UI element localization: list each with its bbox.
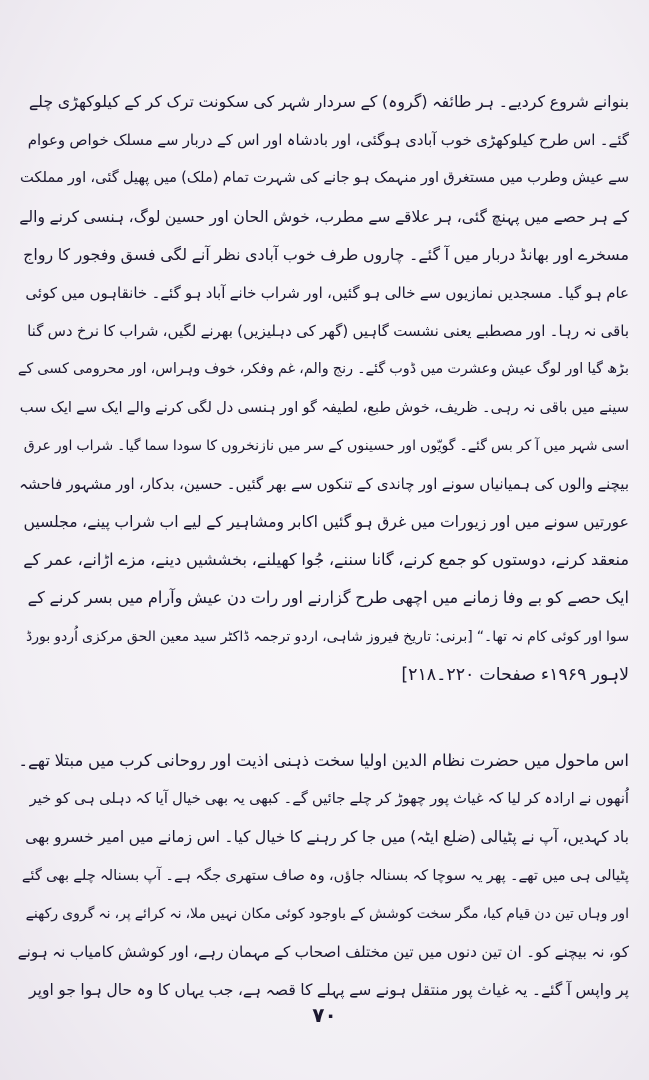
text-line: بڑھ گیا اور لوگ عیش وعشرت میں ڈوب گئے۔ رنج والم، غم وفکر، خوف وہراس، اور محرومی کسی کے xyxy=(18,361,629,378)
text-line: گئے۔ اس طرح کیلوکھڑی خوب آبادی ہوگئی، اور بادشاہ اور اس کے دربار سے مسلک خواص وعوام xyxy=(27,131,629,150)
text-line: مسخرے اور بھانڈ دربار میں آ گئے۔ چاروں طرف خوب آبادی نظر آنے لگی فسق وفجور کا رواج xyxy=(23,244,629,264)
text-line: باقی نہ رہا۔ اور مصطبے یعنی نشست گاہیں (گھر کی دہلیزیں) بھرنے لگیں، شراب کا نرخ دس گنا xyxy=(27,322,629,341)
text-line: سینے میں باقی نہ رہی۔ ظریف، خوش طبع، لطیفہ گو اور ہنسی دل لگی کرنے والے ایک سے ایک سب xyxy=(19,398,629,416)
text-line: سے عیش وطرب میں مستغرق اور منہمک ہو جانے کی شہرت تمام (ملک) میں پھیل گئی، اور مملکت xyxy=(19,169,629,187)
text-line: ایک حصے کو بے وفا زمانے میں اچھی طرح گزارنے اور رات دن عیش وآرام میں بسر کرنے کے xyxy=(27,588,629,608)
text-line: پر واپس آ گئے۔ یہ غیاث پور منتقل ہونے سے پہلے کا قصہ ہے، جب یہاں کا وہ حال ہوا جو اوپر xyxy=(29,981,629,1000)
page-number: ۷۰ xyxy=(312,1003,337,1027)
text-line: بنوانے شروع کردیے۔ ہر طائفہ (گروہ) کے سردار شہر کی سکونت ترک کر کے کیلوکھڑی چلے xyxy=(28,92,629,111)
text-line: کو، نہ بیچنے کو۔ ان تین دنوں میں تین مختلف اصحاب کے مہمان رہے، اور کوشش کامیاب نہ ہونے xyxy=(18,942,629,961)
text-line: بیچنے والوں کی ہمیانیاں سونے اور چاندی کے تنکوں سے بھر گئیں۔ حسین، بدکار، اور مشہور فاحشہ xyxy=(19,474,629,493)
text-line: باد کہدیں، آپ نے پٹیالی (ضلع ایٹہ) میں جا کر رہنے کا خیال کیا۔ اس زمانے میں امیر خسرو بھی xyxy=(25,828,629,847)
text-line: اُنھوں نے ارادہ کر لیا کہ غیاث پور چھوڑ کر چلے جائیں گے۔ کبھی یہ بھی خیال آیا کہ دہلی ہی کو خیر xyxy=(29,790,629,808)
text-line: اس ماحول میں حضرت نظام الدین اولیا سخت ذہنی اذیت اور روحانی کرب میں مبتلا تھے۔ xyxy=(18,751,629,770)
text-line: لاہور ۱۹۶۹ء صفحات ۲۲۰۔۲۱۸] xyxy=(401,664,629,685)
text-line: عام ہو گیا۔ مسجدیں نمازیوں سے خالی ہو گئیں، اور شراب خانے آباد ہو گئے۔ خانقاہوں میں کوئی xyxy=(25,283,629,302)
text-line: منعقد کرنے، دوستوں کو جمع کرنے، گانا سننے، جُوا کھیلنے، بخششیں دینے، مزے اڑانے، عمر کے xyxy=(23,550,629,570)
text-line: پٹیالی ہی میں تھے۔ پھر یہ سوچا کہ بسنالہ جاؤں، وہ صاف ستھری جگہ ہے۔ آپ بسنالہ چلے بھی گئے xyxy=(21,866,629,884)
text-line: سوا اور کوئی کام نہ تھا۔“ [برنی: تاریخ فیروز شاہی، اردو ترجمہ ڈاکٹر سید معین الحق مرکزی اُردو بورڈ xyxy=(25,628,629,645)
paragraph-narrative xyxy=(18,742,629,1009)
paragraph-quote xyxy=(18,83,629,694)
text-line: اسی شہر میں آ کر بس گئے۔ گویّوں اور حسینوں کے سر میں نازنخروں کا سودا سما گیا۔ شراب اور عرق xyxy=(23,437,629,454)
text-line: اور وہاں تین دن قیام کیا، مگر سخت کوشش کے باوجود کوئی مکان نہیں ملا، نہ کرائے پر، نہ گروی رکھنے xyxy=(25,905,629,922)
text-line: عورتیں سونے میں اور زیورات میں غرق ہو گئیں اکابر ومشاہیر کے لیے اب شراب پینے، مجلسیں xyxy=(23,513,629,532)
text-line: کے ہر حصے میں پہنچ گئی، ہر علاقے سے مطرب، خوش الحان اور حسین لوگ، ہنسی کرنے والے xyxy=(19,207,629,226)
